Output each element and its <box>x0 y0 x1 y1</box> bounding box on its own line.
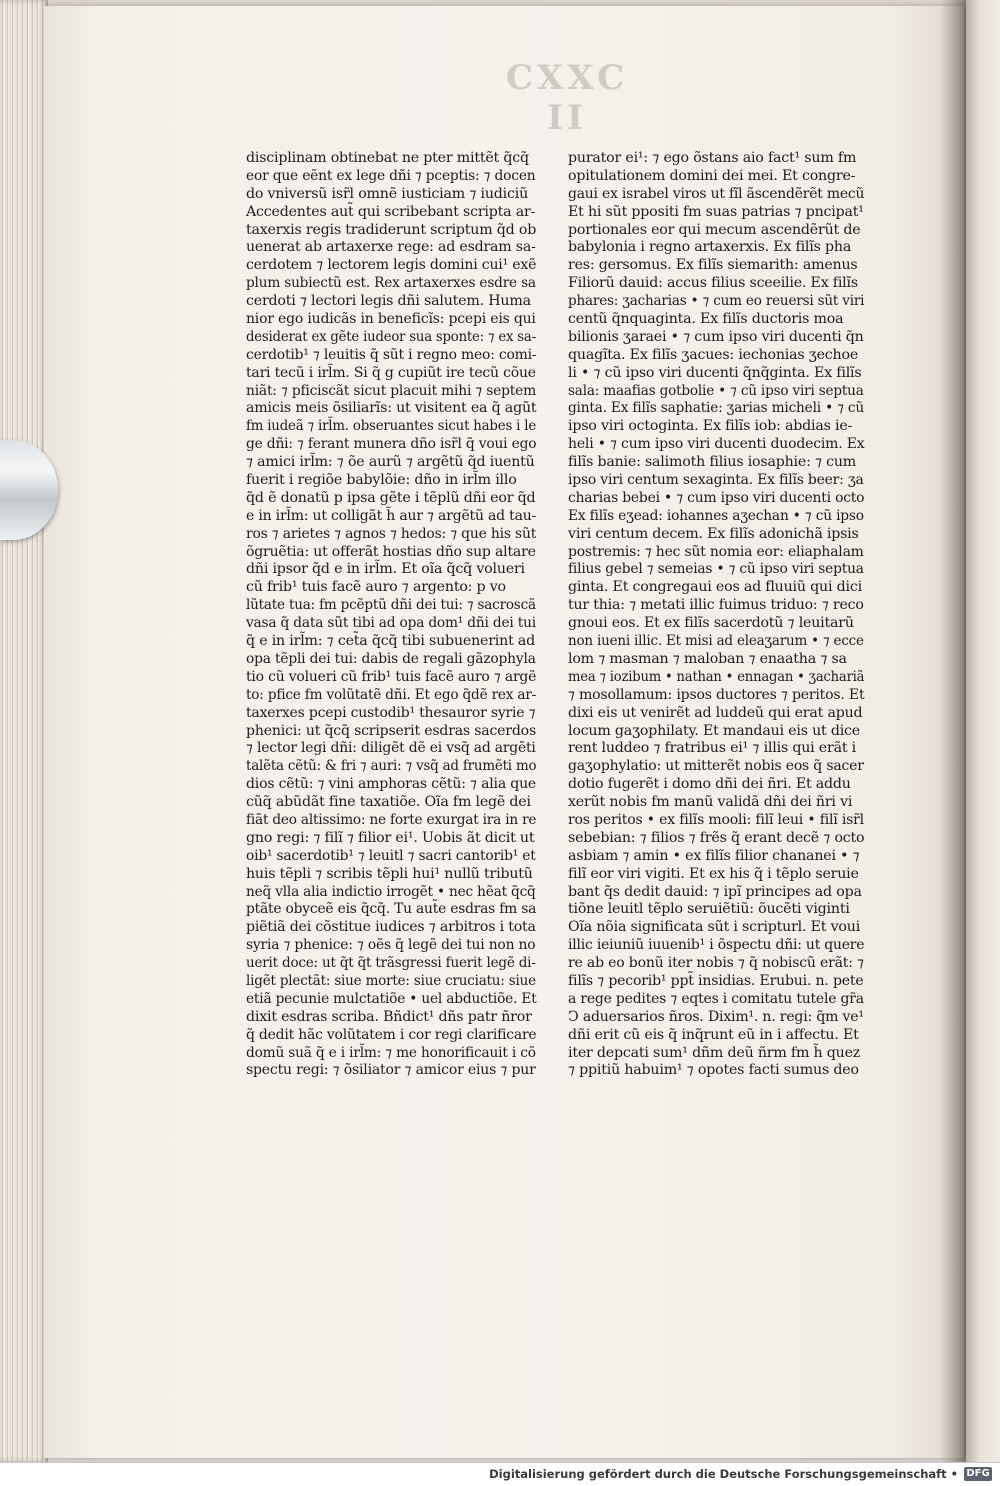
text-column-left <box>246 150 536 1080</box>
text-line: dotio fugerẽt i domo dñi dei ñri. Et addu <box>568 776 851 793</box>
text-line: ⁊ mosollamum: ipsos ductores ⁊ peritos. Et <box>568 686 865 703</box>
text-line: heli • ⁊ cum ipso viri ducenti duodecim. Ex <box>568 436 865 453</box>
text-line: bant q̃s dedit dauid: ⁊ ipĩ principes ad opa <box>568 883 862 900</box>
text-line: fuerit i regiõe babylõie: dño in irl̃m illo <box>246 472 517 489</box>
text-line: sebebian: ⁊ filios ⁊ frẽs q̃ erant decẽ ⁊ octo <box>568 829 865 846</box>
text-line: opa tẽpli dei tui: dabis de regali gãzophyla <box>246 650 536 667</box>
text-line: lom ⁊ masman ⁊ maloban ⁊ enaatha ⁊ sa <box>568 650 847 667</box>
text-line: cũ frib¹ tuis facẽ auro ⁊ argento: p vo <box>246 579 506 596</box>
text-line: dios cẽtũ: ⁊ vini amphoras cẽtũ: ⁊ alia que <box>246 776 537 793</box>
text-line: piẽtiã dei cõstitue iudices ⁊ arbitros i tota <box>246 919 536 936</box>
text-line: dixit esdras scriba. Bñdict¹ dñs patr ñror <box>246 1008 532 1025</box>
text-line: eor que eẽnt ex lege dñi ⁊ pceptis: ⁊ docen <box>246 167 536 184</box>
text-line: li • ⁊ cũ ipso viri ducenti q̃nq̃ginta. Ex filĩs <box>568 364 862 381</box>
text-line: cerdoti ⁊ lectori legis dñi salutem. Huma <box>246 293 531 310</box>
text-line: phares: ʒacharias • ⁊ cum eo reuersi sũt viri <box>568 293 865 310</box>
text-line: spectu regi: ⁊ õsiliator ⁊ amicor eius ⁊ pur <box>246 1062 536 1079</box>
text-line: q̃d ẽ donatũ p ipsa gẽte i tẽplũ dñi eor q̃d <box>246 489 536 506</box>
text-line: uerit doce: ut q̃t q̃t trãsgressi fuerit legẽ di- <box>246 955 536 972</box>
text-line: neq̃ vlla alia indictio irrogẽt • nec hẽat q̃cq̃ <box>246 883 536 900</box>
text-line: uenerat ab artaxerxe rege: ad esdram sa- <box>246 239 536 256</box>
text-line: niãt: ⁊ pficiscãt sicut placuit mihi ⁊ septem <box>246 382 536 399</box>
text-line: disciplinam obtinebat ne pter mittẽt q̃cq̃ <box>246 150 529 166</box>
text-line: bilionis ʒaraei • ⁊ cum ipso viri ducenti q̃n <box>568 328 864 345</box>
text-line: ipso viri octoginta. Ex filĩs iob: abdias ie- <box>568 418 853 435</box>
running-head: CXXC II <box>505 58 629 138</box>
text-line: do vniversũ isr̃l omnẽ iusticiam ⁊ iudiciũ <box>246 185 529 202</box>
text-line: ginta. Et congregaui eos ad fluuiũ qui dici <box>568 579 862 596</box>
text-line: tiõne leuitl tẽplo seruiẽtiũ: õucẽti viginti <box>568 901 850 918</box>
text-line: Oĩa nõia significata sũt i scripturl. Et voui <box>568 919 861 936</box>
text-line: ⁊ lector legi dñi: diligẽt dẽ ei vsq̃ ad argẽti <box>246 740 536 757</box>
text-line: fm iudeã ⁊ irl̃m. obseruantes sicut habes i le <box>246 418 537 435</box>
text-line: illic ieiuniũ iuuenib¹ i õspectu dñi: ut quere <box>568 937 865 954</box>
text-line: syria ⁊ phenice: ⁊ oẽs q̃ legẽ dei tui non no <box>246 937 536 954</box>
text-line: charias bebei • ⁊ cum ipso viri ducenti octo <box>568 489 865 506</box>
text-line: ⁊ amici irl̃m: ⁊ õe aurũ ⁊ argẽtũ q̃d iuentũ <box>246 454 535 471</box>
text-line: e in irl̃m: ut colligãt h̃ aur ⁊ argẽtũ ad tau- <box>246 507 537 524</box>
text-line: filĩ eor viri vigiti. Et ex his q̃ i tẽplo seruie <box>568 865 859 882</box>
next-page-edge <box>966 0 1000 1462</box>
text-line: gno regi: ⁊ filĩ ⁊ filior ei¹. Uobis ãt dicit ut <box>246 829 535 846</box>
text-line: Et hi sũt ppositi fm suas patrias ⁊ pncipat¹ <box>568 203 864 220</box>
text-line: gnoui eos. Et ex filĩs sacerdotũ ⁊ leuitarũ <box>568 615 854 632</box>
text-line: taxerxes pcepi custodib¹ thesauror syrie ⁊ <box>246 704 536 721</box>
text-line: Ex filĩs eʒead: iohannes aʒechan • ⁊ cũ ipso <box>568 507 864 524</box>
text-line: rent luddeo ⁊ fratribus ei¹ ⁊ illis qui erãt i <box>568 740 856 757</box>
text-line: amicis meis õsiliarĩs: ut visitent ea q̃ agũt <box>246 400 537 417</box>
text-line: ligẽt plectãt: siue morte: siue cruciatu: siue <box>246 972 536 989</box>
text-line: q̃ e in irl̃m: ⁊ cet̃a q̃cq̃ tibi subuenerint ad <box>246 633 536 650</box>
text-line: babylonia i regno artaxerxis. Ex filĩs pha <box>568 239 852 256</box>
footer-credit: Digitalisierung gefördert durch die Deutsche Forschungsgemeinschaft • <box>489 1467 958 1481</box>
text-line: ros peritos • ex filĩs mooli: filĩ leui • filĩ isr̃l <box>568 811 864 828</box>
text-line: postremis: ⁊ hec sũt nomia eor: eliaphalam <box>568 543 864 560</box>
text-line: huis tẽpli ⁊ scribis tẽpli hui¹ nullũ tributũ <box>246 865 533 882</box>
text-line: ginta. Ex filĩs saphatie: ʒarias micheli • ⁊ cũ <box>568 400 864 417</box>
text-line: desiderat ex gẽte iudeor sua sponte: ⁊ ex sa- <box>246 328 536 345</box>
text-line: asbiam ⁊ amin • ex filĩs filior chananei • ⁊ <box>568 847 860 864</box>
text-line: talẽta cẽtũ: & fri ⁊ auri: ⁊ vsq̃ ad frumẽti mo <box>246 758 537 775</box>
text-line: tur thia: ⁊ metati illic fuimus triduo: ⁊ reco <box>568 597 864 614</box>
text-line: purator ei¹: ⁊ ego õstans aio fact¹ sum fm <box>568 150 857 166</box>
text-line: Filiorũ dauid: accus filius sceeilie. Ex filĩs <box>568 275 858 292</box>
text-line: cerdotib¹ ⁊ leuitis q̃ sũt i regno meo: comi- <box>246 346 537 363</box>
text-line: Ↄ aduersarios ñros. Dixim¹. n. regi: q̃m ve¹ <box>568 1008 864 1025</box>
text-line: iter depcati sum¹ dñm deũ ñrm fm h̃ quez <box>568 1044 861 1061</box>
text-column-right <box>568 150 864 1080</box>
dfg-logo-icon: DFG <box>964 1467 992 1481</box>
text-line: oib¹ sacerdotib¹ ⁊ leuitl ⁊ sacri cantorib¹ et <box>246 847 536 864</box>
text-line: gaʒophylatio: ut mitterẽt nobis eos q̃ sacer <box>568 758 864 775</box>
text-line: viri centum decem. Ex filĩs adonichã ipsis <box>568 525 859 542</box>
text-line: xerũt nobis fm manũ validã dñi dei ñri vi <box>568 794 853 811</box>
text-line: re ab eo bonũ iter nobis ⁊ q̃ nobiscũ erãt: ⁊ <box>568 955 864 972</box>
text-line: ⁊ ppitiũ habuim¹ ⁊ opotes facti sumus deo <box>568 1062 859 1079</box>
text-line: dñi erit cũ eis q̃ inq̃runt eũ in i affectu. Et <box>568 1026 859 1043</box>
text-line: sala: maafias gotbolie • ⁊ cũ ipso viri septua <box>568 382 864 399</box>
text-line: q̃ dedit hãc volũtatem i cor regi clarificare <box>246 1026 537 1043</box>
text-line: ge dñi: ⁊ ferant munera dño isr̃l q̃ voui ego <box>246 436 537 453</box>
text-line: quagĩta. Ex filĩs ʒacues: iechonias ʒechoe <box>568 346 859 363</box>
text-line: centũ q̃nquaginta. Ex filĩs ductoris moa <box>568 311 844 328</box>
text-line: res: gersomus. Ex filĩs siemarith: amenus <box>568 257 858 274</box>
text-line: cũq̃ abũdãt fine taxatiõe. Oĩa fm legẽ dei <box>246 794 531 811</box>
footer-bar <box>0 1462 1000 1486</box>
text-line: mea ⁊ iozibum • nathan • ennagan • ʒachariã <box>568 668 865 685</box>
text-line: etiã pecunie mulctatiõe • uel abductiõe. Et <box>246 990 537 1007</box>
text-line: a rege pedites ⁊ eqtes i comitatu tutele gr̃a <box>568 990 864 1007</box>
text-line: filĩs ⁊ pecorib¹ ppt̃ insidias. Erubui. n. pete <box>568 972 864 989</box>
text-line: opitulationem domini dei mei. Et congre- <box>568 167 856 184</box>
text-line: phenici: ut q̃cq̃ scripserit esdras sacerdos <box>246 722 536 739</box>
text-line: to: pfice fm volũtatẽ dñi. Et ego q̃dẽ rex ar- <box>246 686 537 703</box>
text-line: portionales eor qui mecum ascendẽrũt de <box>568 221 861 238</box>
text-line: fiãt deo altissimo: ne forte exurgat ira in re <box>246 811 537 828</box>
text-line: locum gaʒophilaty. Et mandaui eis ut dice <box>568 722 860 739</box>
text-line: non iueni illic. Et misi ad eleaʒarum • ⁊ ecce <box>568 633 864 650</box>
text-line: ptãte obyceẽ eis q̃cq̃. Tu aut̃e esdras fm sa <box>246 901 537 918</box>
text-line: vasa q̃ data sũt tibi ad opa dom¹ dñi dei tui <box>246 615 536 632</box>
page-stack-edges <box>0 0 48 1462</box>
text-line: dñi ipsor q̃d e in irl̃m. Et oĩa q̃cq̃ volueri <box>246 561 525 578</box>
text-line: cerdotem ⁊ lectorem legis domini cui¹ exẽ <box>246 257 537 274</box>
text-line: taxerxis regis tradiderunt scriptum q̃d ob <box>246 221 537 238</box>
text-line: tio cũ volueri cũ frib¹ tuis facẽ auro ⁊ argẽ <box>246 668 537 685</box>
text-line: lũtate tua: fm pcẽptũ dñi dei tui: ⁊ sacroscã <box>246 597 536 614</box>
text-line: domũ suã q̃ e i irl̃m: ⁊ me honorificauit i cõ <box>246 1044 536 1061</box>
text-line: Accedentes aut̃ qui scribebant scripta ar- <box>246 203 536 220</box>
text-line: tari tecũ i irl̃m. Si q̃ g cupiũt ire tecũ cõue <box>246 364 536 381</box>
text-line: filius gebel ⁊ semeias • ⁊ cũ ipso viri septua <box>568 561 864 578</box>
text-line: plum subiectũ est. Rex artaxerxes esdre sa <box>246 275 536 292</box>
text-line: ipso viri centum sexaginta. Ex filĩs beer: ʒa <box>568 472 864 489</box>
text-line: ros ⁊ arietes ⁊ agnos ⁊ hedos: ⁊ que his sũt <box>246 525 537 542</box>
text-line: filĩs banie: salimoth filius iosaphie: ⁊ cum <box>568 454 857 471</box>
text-line: nior ego iudicãs in beneficĩs: pcepi eis qui <box>246 311 536 328</box>
text-line: õgruẽtia: ut offerãt hostias dño sup altare <box>246 543 536 560</box>
text-line: dixi eis ut venirẽt ad luddeũ qui erat apud <box>568 704 863 721</box>
text-line: gaui ex israbel viros ut fĩl ãscendẽrẽt mecũ <box>568 185 865 202</box>
